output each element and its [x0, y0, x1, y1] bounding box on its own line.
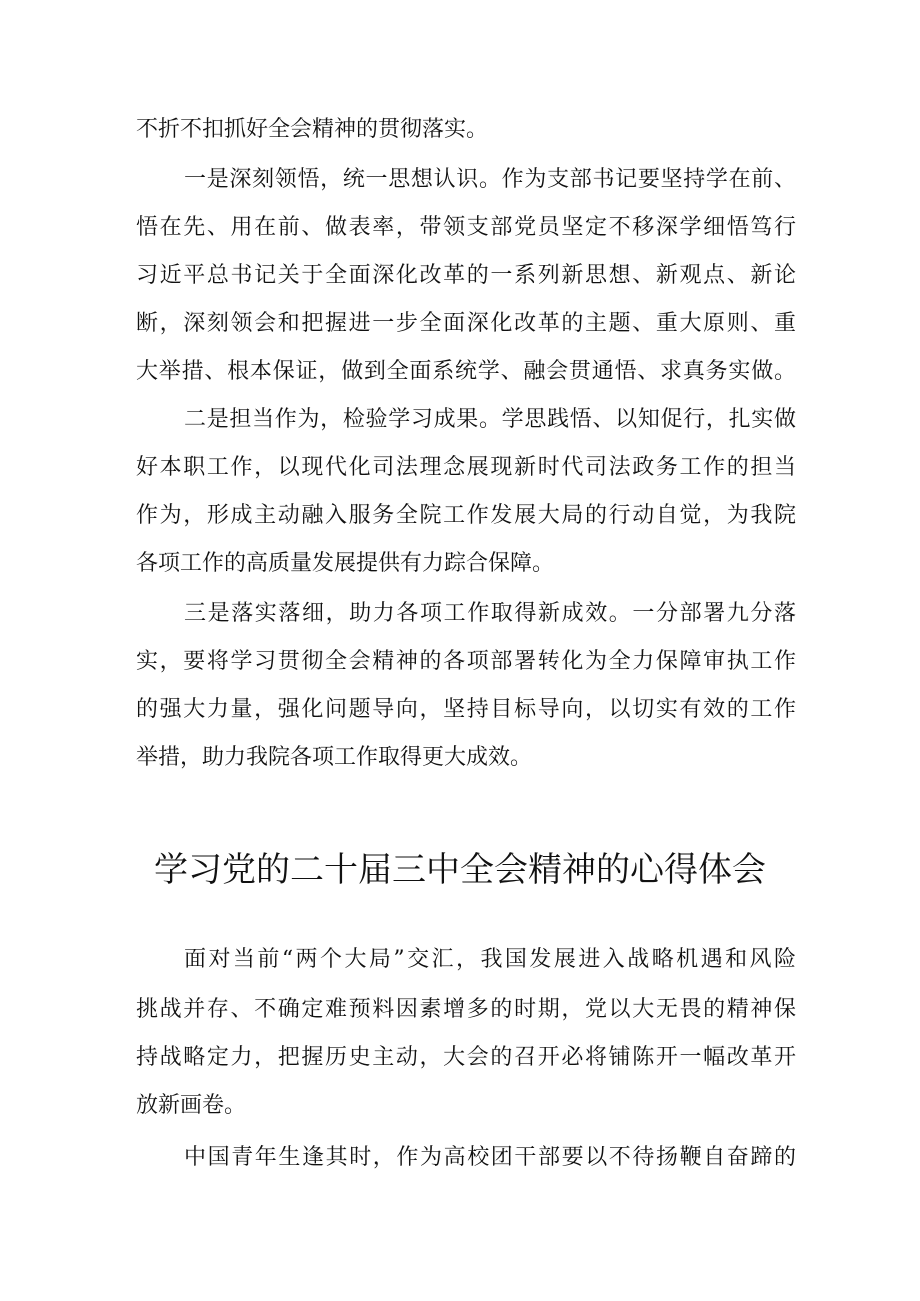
paragraph-line: 挑战并存、不确定难预料因素增多的时期，党以大无畏的精神保 [136, 997, 796, 1022]
paragraph-line: 面对当前“两个大局”交汇，我国发展进入战略机遇和风险 [184, 947, 796, 972]
paragraph-line: 好本职工作，以现代化司法理念展现新时代司法政务工作的担当 [136, 455, 796, 480]
paragraph-line: 三是落实落细，助力各项工作取得新成效。一分部署九分落 [184, 601, 796, 626]
paragraph-line: 的强大力量，强化问题导向，坚持目标导向，以切实有效的工作 [136, 697, 796, 722]
paragraph-line: 放新画卷。 [136, 1093, 247, 1118]
paragraph-line: 中国青年生逢其时，作为高校团干部要以不待扬鞭自奋蹄的 [184, 1145, 796, 1170]
paragraph-line: 实，要将学习贯彻全会精神的各项部署转化为全力保障审执工作 [136, 649, 796, 674]
paragraph-line: 二是担当作为，检验学习成果。学思践悟、以知促行，扎实做 [184, 407, 796, 432]
paragraph-line: 大举措、根本保证，做到全面系统学、融会贯通悟、求真务实做。 [136, 359, 796, 384]
paragraph-line: 举措，助力我院各项工作取得更大成效。 [136, 745, 533, 770]
paragraph-line: 作为，形成主动融入服务全院工作发展大局的行动自觉，为我院 [136, 503, 796, 528]
paragraph-line: 悟在先、用在前、做表率，带领支部党员坚定不移深学细悟笃行 [136, 215, 796, 240]
paragraph-line: 习近平总书记关于全面深化改革的一系列新思想、新观点、新论 [136, 263, 796, 288]
paragraph-line: 持战略定力，把握历史主动，大会的召开必将铺陈开一幅改革开 [136, 1045, 796, 1070]
paragraph-line: 断，深刻领会和把握进一步全面深化改革的主题、重大原则、重 [136, 311, 796, 336]
paragraph-line: 不折不扣抓好全会精神的贯彻落实。 [136, 117, 489, 142]
paragraph-line: 一是深刻领悟，统一思想认识。作为支部书记要坚持学在前、 [184, 167, 796, 192]
section-heading: 学习党的二十届三中全会精神的心得体会 [154, 850, 766, 890]
paragraph-line: 各项工作的高质量发展提供有力踪合保障。 [136, 551, 555, 576]
